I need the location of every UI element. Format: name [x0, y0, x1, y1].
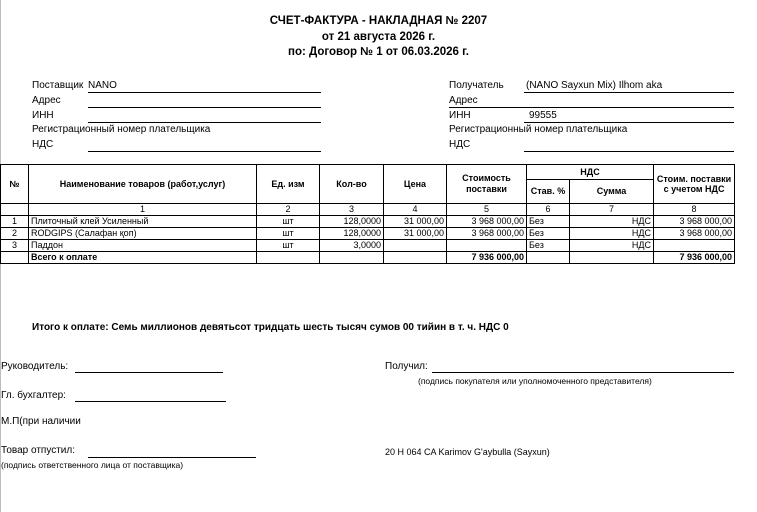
- total-empty: [384, 252, 447, 264]
- col-header-vat-rate: Став. %: [527, 180, 570, 204]
- row-unit: шт: [257, 228, 320, 240]
- row-vat-rate: Без: [527, 228, 570, 240]
- table-header-row: [1, 165, 735, 180]
- released-label: Товар отпустил:: [1, 445, 75, 456]
- total-label: Всего к оплате: [29, 252, 257, 264]
- total-empty: [527, 252, 570, 264]
- supplier-inn-label: ИНН: [32, 110, 54, 121]
- column-number: 3: [320, 204, 384, 216]
- recipient-inn-line: [524, 122, 734, 123]
- stamp-label: М.П(при наличии: [1, 416, 81, 427]
- recipient-vat-label: НДС: [449, 139, 471, 150]
- column-number: 7: [570, 204, 654, 216]
- col-header-unit: Ед. изм: [257, 165, 320, 204]
- invoice-title: СЧЕТ-ФАКТУРА - НАКЛАДНАЯ № 2207: [269, 15, 488, 27]
- received-signature-line: [432, 372, 734, 373]
- supplier-reg-label: Регистрационный номер плательщика: [32, 124, 211, 135]
- supplier-label: Поставщик: [32, 80, 84, 91]
- table-row: [1, 240, 735, 252]
- row-unit: шт: [257, 216, 320, 228]
- row-name: Плиточный клей Усиленный: [29, 216, 257, 228]
- recipient-name: (NANO Sayxun Mix) Ilhom aka: [526, 80, 663, 91]
- recipient-address-label: Адрес: [449, 95, 478, 106]
- row-total: [654, 240, 735, 252]
- column-number: 1: [29, 204, 257, 216]
- column-numbers-row: [1, 204, 735, 216]
- proxy-text: 20 H 064 CA Karimov G'aybulla (Sayxun): [385, 447, 550, 457]
- received-label: Получил:: [385, 361, 428, 372]
- supplier-vat-line: [88, 151, 321, 152]
- total-cost: 7 936 000,00: [447, 252, 527, 264]
- accountant-label: Гл. бухгалтер:: [1, 390, 66, 401]
- column-number: [1, 204, 29, 216]
- row-price: [384, 240, 447, 252]
- recipient-reg-label: Регистрационный номер плательщика: [449, 124, 628, 135]
- supplier-address-label: Адрес: [32, 95, 61, 106]
- supplier-inn-line: [88, 122, 321, 123]
- released-note: (подпись ответственного лица от поставщика): [1, 460, 184, 470]
- column-number: 2: [257, 204, 320, 216]
- invoice-date: от 21 августа 2026 г.: [321, 31, 436, 43]
- row-no: 2: [1, 228, 29, 240]
- released-signature-line: [88, 457, 256, 458]
- row-unit: шт: [257, 240, 320, 252]
- recipient-name-line: [524, 92, 734, 93]
- col-header-no: №: [1, 165, 29, 204]
- column-number: 5: [447, 204, 527, 216]
- supplier-name: NANO: [88, 80, 117, 91]
- row-total: 3 968 000,00: [654, 216, 735, 228]
- row-vat-sum: НДС: [570, 216, 654, 228]
- row-qty: 128,0000: [320, 228, 384, 240]
- column-number: 6: [527, 204, 570, 216]
- row-cost: [447, 240, 527, 252]
- director-label: Руководитель:: [1, 361, 69, 372]
- row-no: 1: [1, 216, 29, 228]
- col-header-price: Цена: [384, 165, 447, 204]
- col-header-vat-sum: Сумма: [570, 180, 654, 204]
- row-name: RODGIPS (Салафан қоп): [29, 228, 257, 240]
- row-vat-sum: НДС: [570, 240, 654, 252]
- invoice-contract: по: Договор № 1 от 06.03.2026 г.: [288, 46, 469, 58]
- col-header-qty: Кол-во: [320, 165, 384, 204]
- total-empty: [1, 252, 29, 264]
- row-qty: 3,0000: [320, 240, 384, 252]
- row-cost: 3 968 000,00: [447, 216, 527, 228]
- row-no: 3: [1, 240, 29, 252]
- col-header-cost: Стоимость поставки: [447, 165, 527, 204]
- supplier-address-line: [88, 107, 321, 108]
- row-vat-rate: Без: [527, 240, 570, 252]
- received-note: (подпись покупателя или уполномоченного представителя): [418, 376, 652, 386]
- row-cost: 3 968 000,00: [447, 228, 527, 240]
- supplier-vat-label: НДС: [32, 139, 54, 150]
- col-header-vat: НДС: [527, 165, 654, 180]
- total-empty: [257, 252, 320, 264]
- row-vat-sum: НДС: [570, 228, 654, 240]
- row-price: 31 000,00: [384, 228, 447, 240]
- total-empty: [570, 252, 654, 264]
- supplier-name-line: [88, 92, 321, 93]
- recipient-inn: 99555: [529, 110, 557, 121]
- row-vat-rate: Без: [527, 216, 570, 228]
- table-row: [1, 228, 735, 240]
- recipient-address-line: [449, 107, 734, 108]
- col-header-total: Стоим. поставки с учетом НДС: [654, 165, 735, 204]
- table-row: [1, 216, 735, 228]
- total-sum: 7 936 000,00: [654, 252, 735, 264]
- director-signature-line: [75, 372, 223, 373]
- row-total: 3 968 000,00: [654, 228, 735, 240]
- invoice-table: [0, 164, 735, 264]
- column-number: 8: [654, 204, 735, 216]
- recipient-inn-label: ИНН: [449, 110, 471, 121]
- row-name: Паддон: [29, 240, 257, 252]
- table-total-row: [1, 252, 735, 264]
- column-number: 4: [384, 204, 447, 216]
- recipient-vat-line: [524, 151, 734, 152]
- row-qty: 128,0000: [320, 216, 384, 228]
- total-empty: [320, 252, 384, 264]
- amount-in-words: Итого к оплате: Семь миллионов девятьсот тридцать шесть тысяч сумов 00 тийин в т. ч. НДС 0: [32, 322, 509, 333]
- recipient-label: Получатель: [449, 80, 504, 91]
- accountant-signature-line: [75, 401, 226, 402]
- row-price: 31 000,00: [384, 216, 447, 228]
- col-header-name: Наименование товаров (работ,услуг): [29, 165, 257, 204]
